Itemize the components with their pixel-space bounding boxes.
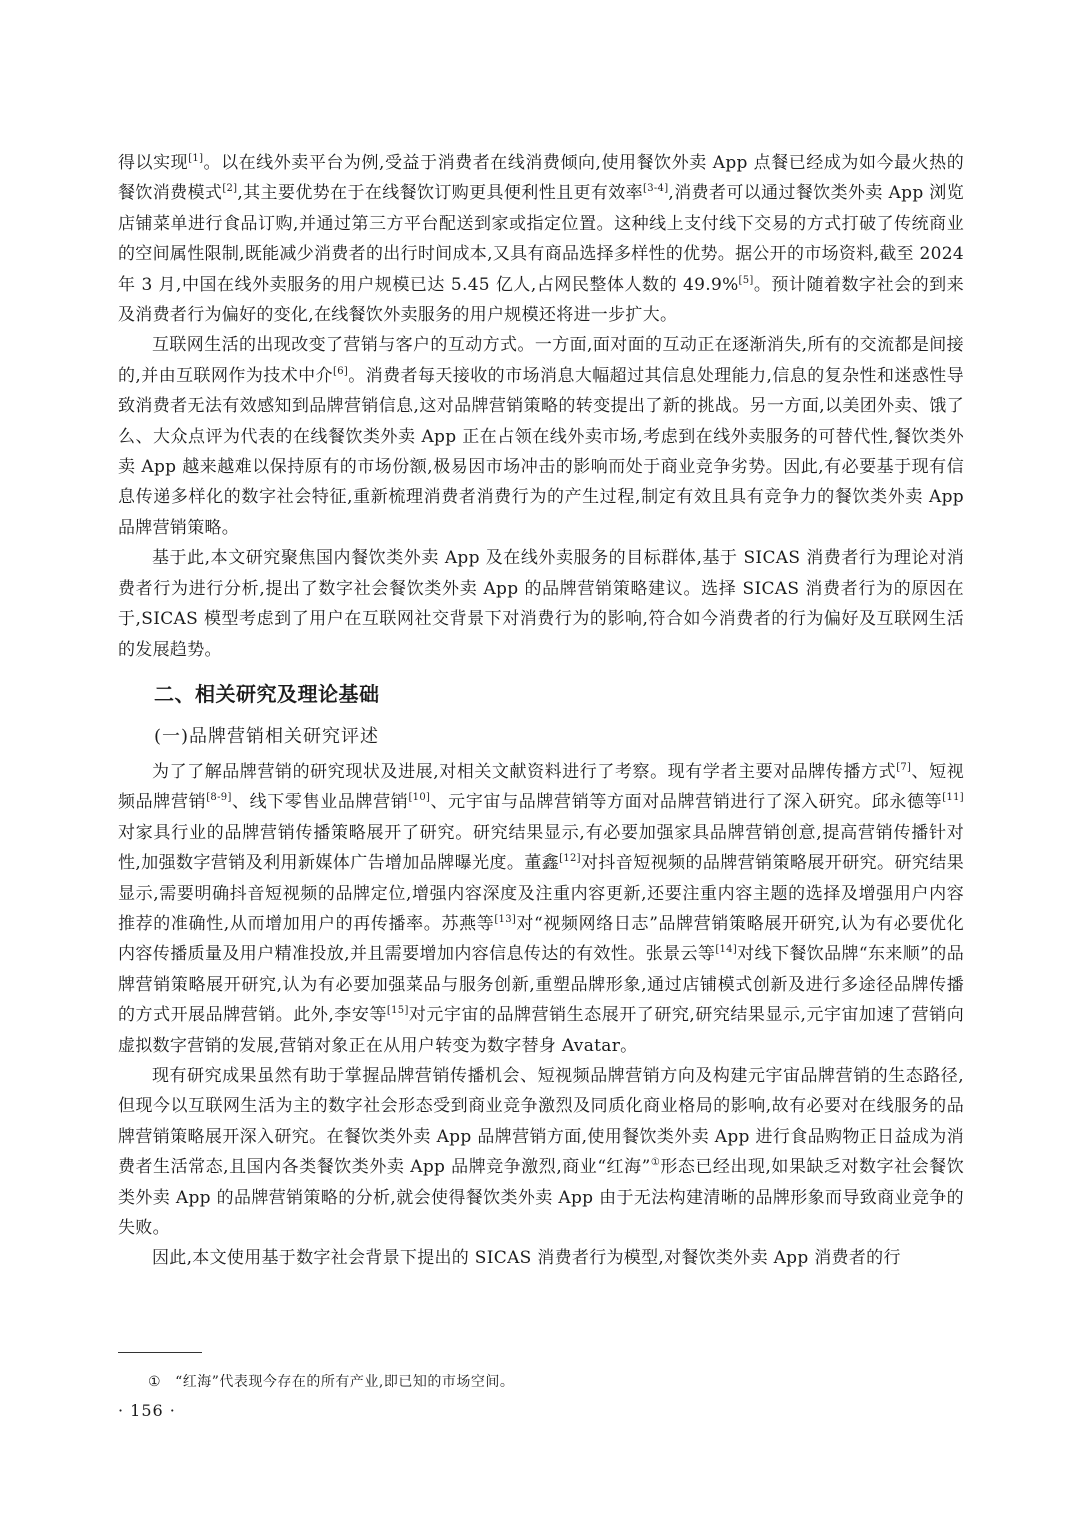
paragraph-text: 得以实现 xyxy=(118,153,189,173)
paragraph-text: 、元宇宙与品牌营销等方面对品牌营销进行了深入研究。邱永德等 xyxy=(430,792,943,813)
paragraph xyxy=(118,330,964,543)
citation-marker: [11] xyxy=(942,792,965,804)
paragraph-text: 基于此,本文研究聚焦国内餐饮类外卖 App 及在线外卖服务的目标群体,基于 SICAS 消费者行为理论对消费者行为进行分析,提出了数字社会餐饮类外卖 App 的品牌营销策略建议。选择 SICAS 消费者行为的原因在于,SICAS 模型考虑到了用户在互联网社交背景下对消费行为的影响,符合如今消费者的行为偏好及互联网生活的发展趋势。 xyxy=(118,548,964,660)
paragraph xyxy=(118,1243,964,1273)
footnote-mark: ① xyxy=(148,1374,162,1390)
citation-marker: [13] xyxy=(494,913,517,925)
citation-marker: [1] xyxy=(188,153,204,164)
citation-marker: ① xyxy=(650,1157,661,1169)
review-paragraphs xyxy=(118,757,964,1274)
paragraph-text: ,消费者可以通过餐饮类外卖 App 浏览店铺菜单进行食品订购,并通过第三方平台配送到家或指定位置。这种线上支付线下交易的方式打破了传统商业的空间属性限制,既能减少消费者的出行时间成本,又具有商品选择多样性的优势。据公开的市场资料,截至 2024 年 3 月,中国在线外卖服务的用户规模已达 5.45 亿人,占网民整体人数的 49.9% xyxy=(118,183,964,295)
citation-marker: [14] xyxy=(715,944,738,956)
paragraph-text: 、短视频品牌营销 xyxy=(118,761,964,813)
paragraph-text: ,其主要优势在于在线餐饮订购更具便利性且更有效率 xyxy=(237,183,643,204)
paragraph-text: 因此,本文使用基于数字社会背景下提出的 SICAS 消费者行为模型,对餐饮类外卖 App 消费者的行 xyxy=(152,1248,901,1269)
page-body xyxy=(118,148,964,1274)
citation-marker: [10] xyxy=(408,792,431,804)
footnote xyxy=(148,1371,514,1393)
paragraph-text: 、线下零售业品牌营销 xyxy=(231,792,409,813)
intro-paragraphs xyxy=(118,148,964,665)
page-number: · 156 · xyxy=(118,1401,176,1420)
footnote-divider xyxy=(118,1352,202,1353)
paragraph-text: 。预计随着数字社会的到来及消费者行为偏好的变化,在线餐饮外卖服务的用户规模还将进一步扩大。 xyxy=(118,274,964,326)
citation-marker: [5] xyxy=(738,274,754,286)
paragraph-text: 对线下餐饮品牌“东来顺”的品牌营销策略展开研究,认为有必要加强菜品与服务创新,重塑品牌形象,通过店铺模式创新及进行多途径品牌传播的方式开展品牌营销。此外,李安等 xyxy=(118,944,964,1026)
subsection-heading: (一)品牌营销相关研究评述 xyxy=(154,725,380,747)
paragraph xyxy=(118,543,964,665)
paragraph-text: 对“视频网络日志”品牌营销策略展开研究,认为有必要优化内容传播质量及用户精准投放,并且需要增加内容信息传达的有效性。张景云等 xyxy=(118,913,964,965)
citation-marker: [3-4] xyxy=(643,183,669,195)
paragraph xyxy=(118,757,964,1061)
footnote-text: “红海”代表现今存在的所有产业,即已知的市场空间。 xyxy=(175,1374,515,1390)
citation-marker: [12] xyxy=(559,853,581,865)
paragraph-text: 形态已经出现,如果缺乏对数字社会餐饮类外卖 App 的品牌营销策略的分析,就会使得餐饮类外卖 App 由于无法构建清晰的品牌形象而导致商业竞争的失败。 xyxy=(118,1157,964,1238)
paragraph-text: 。以在线外卖平台为例,受益于消费者在线消费倾向,使用餐饮外卖 App 点餐已经成为如今最火热的餐饮消费模式 xyxy=(118,153,964,204)
paragraph-text: 。消费者每天接收的市场消息大幅超过其信息处理能力,信息的复杂性和迷惑性导致消费者无法有效感知到品牌营销信息,这对品牌营销策略的转变提出了新的挑战。另一方面,以美团外卖、饿了么、大众点评为代表的在线餐饮类外卖 App 正在占领在线外卖市场,考虑到在线外卖服务的可替代性,餐饮类外卖 App 越来越难以保持原有的市场份额,极易因市场冲击的影响而处于商业竞争劣势。因此,有必要基于现有信息传递多样化的数字社会特征,重新梳理消费者消费行为的产生过程,制定有效且具有竞争力的餐饮类外卖 App 品牌营销策略。 xyxy=(118,365,965,538)
citation-marker: [15] xyxy=(386,1005,409,1017)
paragraph-text: 对家具行业的品牌营销传播策略展开了研究。研究结果显示,有必要加强家具品牌营销创意,提高营销传播针对性,加强数字营销及利用新媒体广告增加品牌曝光度。董鑫 xyxy=(118,822,964,874)
paragraph-text: 对抖音短视频的品牌营销策略展开研究。研究结果显示,需要明确抖音短视频的品牌定位,增强内容深度及注重内容更新,还要注重内容主题的选择及增强用户内容推荐的准确性,从而增加用户的再传播率。苏燕等 xyxy=(118,853,964,934)
paragraph-text: 现有研究成果虽然有助于掌握品牌营销传播机会、短视频品牌营销方向及构建元宇宙品牌营销的生态路径,但现今以互联网生活为主的数字社会形态受到商业竞争激烈及同质化商业格局的影响,故有必要对在线服务的品牌营销策略展开深入研究。在餐饮类外卖 App 品牌营销方面,使用餐饮类外卖 App 进行食品购物正日益成为消费者生活常态,且国内各类餐饮类外卖 App 品牌竞争激烈,商业“红海” xyxy=(118,1065,964,1178)
citation-marker: [2] xyxy=(222,183,238,195)
paragraph-text: 为了了解品牌营销的研究现状及进展,对相关文献资料进行了考察。现有学者主要对品牌传播方式 xyxy=(152,761,897,782)
section-heading: 二、相关研究及理论基础 xyxy=(154,681,380,706)
paragraph-text: 对元宇宙的品牌营销生态展开了研究,研究结果显示,元宇宙加速了营销向虚拟数字营销的发展,营销对象正在从用户转变为数字替身 Avatar。 xyxy=(118,1005,965,1056)
citation-marker: [6] xyxy=(333,365,349,377)
citation-marker: [7] xyxy=(896,761,912,773)
paragraph xyxy=(118,1061,964,1243)
paragraph-text: 互联网生活的出现改变了营销与客户的互动方式。一方面,面对面的互动正在逐渐消失,所有的交流都是间接的,并由互联网作为技术中介 xyxy=(118,335,964,386)
paragraph xyxy=(118,148,964,330)
citation-marker: [8-9] xyxy=(206,792,232,804)
